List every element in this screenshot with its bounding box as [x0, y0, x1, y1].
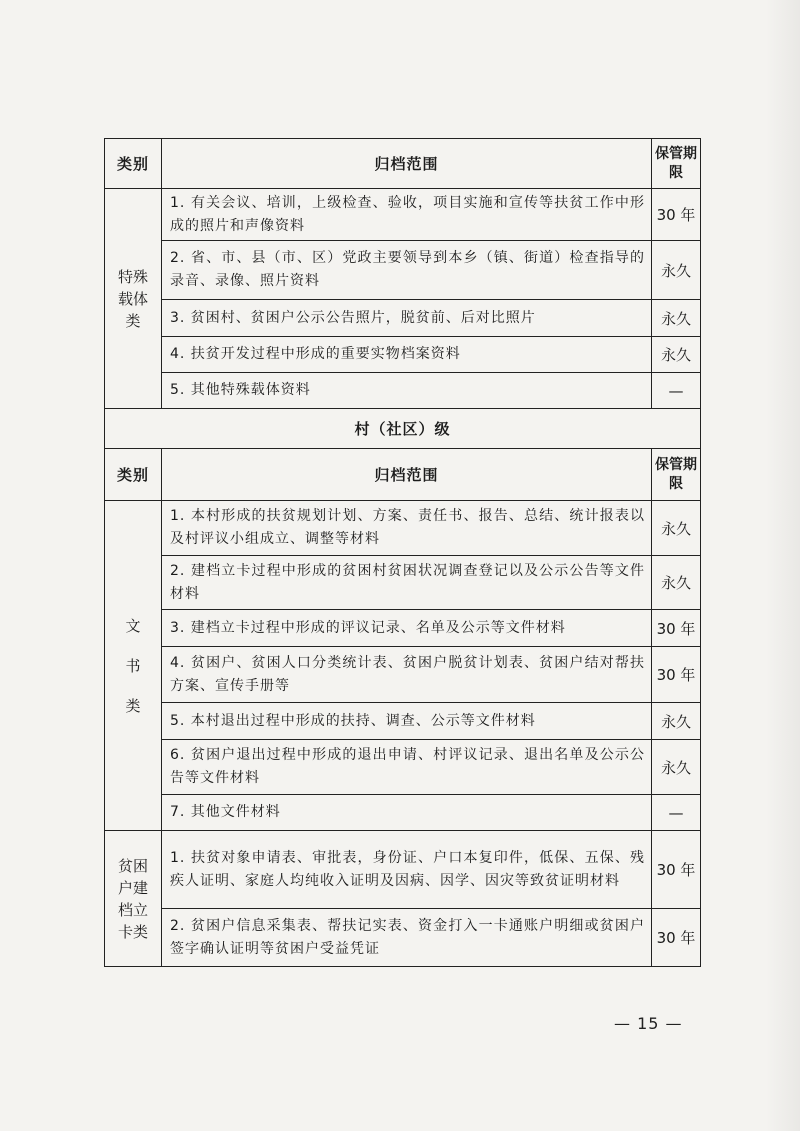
- table-row: [105, 501, 701, 556]
- period-cell: 永久: [652, 337, 701, 373]
- period-cell: 30 年: [652, 189, 701, 241]
- category-special-carrier: [105, 189, 162, 409]
- table-row: [105, 337, 701, 373]
- table-row: [105, 831, 701, 909]
- scope-cell: 4. 扶贫开发过程中形成的重要实物档案资料: [162, 337, 652, 373]
- scope-cell: 7. 其他文件材料: [162, 795, 652, 831]
- period-cell: —: [652, 373, 701, 409]
- category-label: 贫困户建档立卡类: [117, 856, 148, 941]
- period-cell: 30 年: [652, 610, 701, 647]
- table-header-row: [105, 449, 701, 501]
- table-row: [105, 909, 701, 967]
- table-row: [105, 795, 701, 831]
- period-cell: 30 年: [652, 831, 701, 909]
- scope-cell: 3. 贫困村、贫困户公示公告照片，脱贫前、后对比照片: [162, 300, 652, 337]
- table-row: [105, 740, 701, 795]
- period-cell: 30 年: [652, 647, 701, 703]
- scope-cell: 2. 省、市、县（市、区）党政主要领导到本乡（镇、街道）检查指导的录音、录像、照片资料: [162, 241, 652, 300]
- scope-cell: 6. 贫困户退出过程中形成的退出申请、村评议记录、退出名单及公示公告等文件材料: [162, 740, 652, 795]
- category-poor-household-files: [105, 831, 162, 967]
- header-category: 类别: [105, 449, 162, 501]
- table-row: [105, 556, 701, 610]
- period-cell: 永久: [652, 241, 701, 300]
- scope-cell: 5. 本村退出过程中形成的扶持、调查、公示等文件材料: [162, 703, 652, 740]
- table-row: [105, 300, 701, 337]
- period-cell: 永久: [652, 501, 701, 556]
- period-cell: 永久: [652, 703, 701, 740]
- scope-cell: 5. 其他特殊载体资料: [162, 373, 652, 409]
- category-label: 文书类: [125, 616, 141, 715]
- level-heading-row: [105, 409, 701, 449]
- archive-scope-table: [104, 138, 701, 967]
- table-row: [105, 610, 701, 647]
- header-period: 保管期限: [652, 449, 701, 501]
- period-cell: —: [652, 795, 701, 831]
- scope-cell: 4. 贫困户、贫困人口分类统计表、贫困户脱贫计划表、贫困户结对帮扶方案、宣传手册等: [162, 647, 652, 703]
- scope-cell: 3. 建档立卡过程中形成的评议记录、名单及公示等文件材料: [162, 610, 652, 647]
- page-number: — 15 —: [614, 1014, 683, 1033]
- table-row: [105, 241, 701, 300]
- header-category: 类别: [105, 139, 162, 189]
- period-cell: 永久: [652, 300, 701, 337]
- period-cell: 30 年: [652, 909, 701, 967]
- scope-cell: 1. 本村形成的扶贫规划计划、方案、责任书、报告、总结、统计报表以及村评议小组成立、调整等材料: [162, 501, 652, 556]
- table-row: [105, 647, 701, 703]
- table-row: [105, 189, 701, 241]
- category-label: 特殊载体类: [117, 267, 148, 330]
- scope-cell: 2. 贫困户信息采集表、帮扶记实表、资金打入一卡通账户明细或贫困户签字确认证明等贫困户受益凭证: [162, 909, 652, 967]
- period-cell: 永久: [652, 556, 701, 610]
- category-documents: [105, 501, 162, 831]
- level-heading: 村（社区）级: [105, 409, 701, 449]
- scope-cell: 1. 扶贫对象申请表、审批表，身份证、户口本复印件，低保、五保、残疾人证明、家庭人均纯收入证明及因病、因学、因灾等致贫证明材料: [162, 831, 652, 909]
- page-edge-shadow: [766, 0, 800, 1131]
- scope-cell: 2. 建档立卡过程中形成的贫困村贫困状况调查登记以及公示公告等文件材料: [162, 556, 652, 610]
- table-row: [105, 373, 701, 409]
- header-scope: 归档范围: [162, 449, 652, 501]
- period-cell: 永久: [652, 740, 701, 795]
- scope-cell: 1. 有关会议、培训，上级检查、验收，项目实施和宣传等扶贫工作中形成的照片和声像资料: [162, 189, 652, 241]
- header-period: 保管期限: [652, 139, 701, 189]
- table-header-row: [105, 139, 701, 189]
- table-row: [105, 703, 701, 740]
- header-scope: 归档范围: [162, 139, 652, 189]
